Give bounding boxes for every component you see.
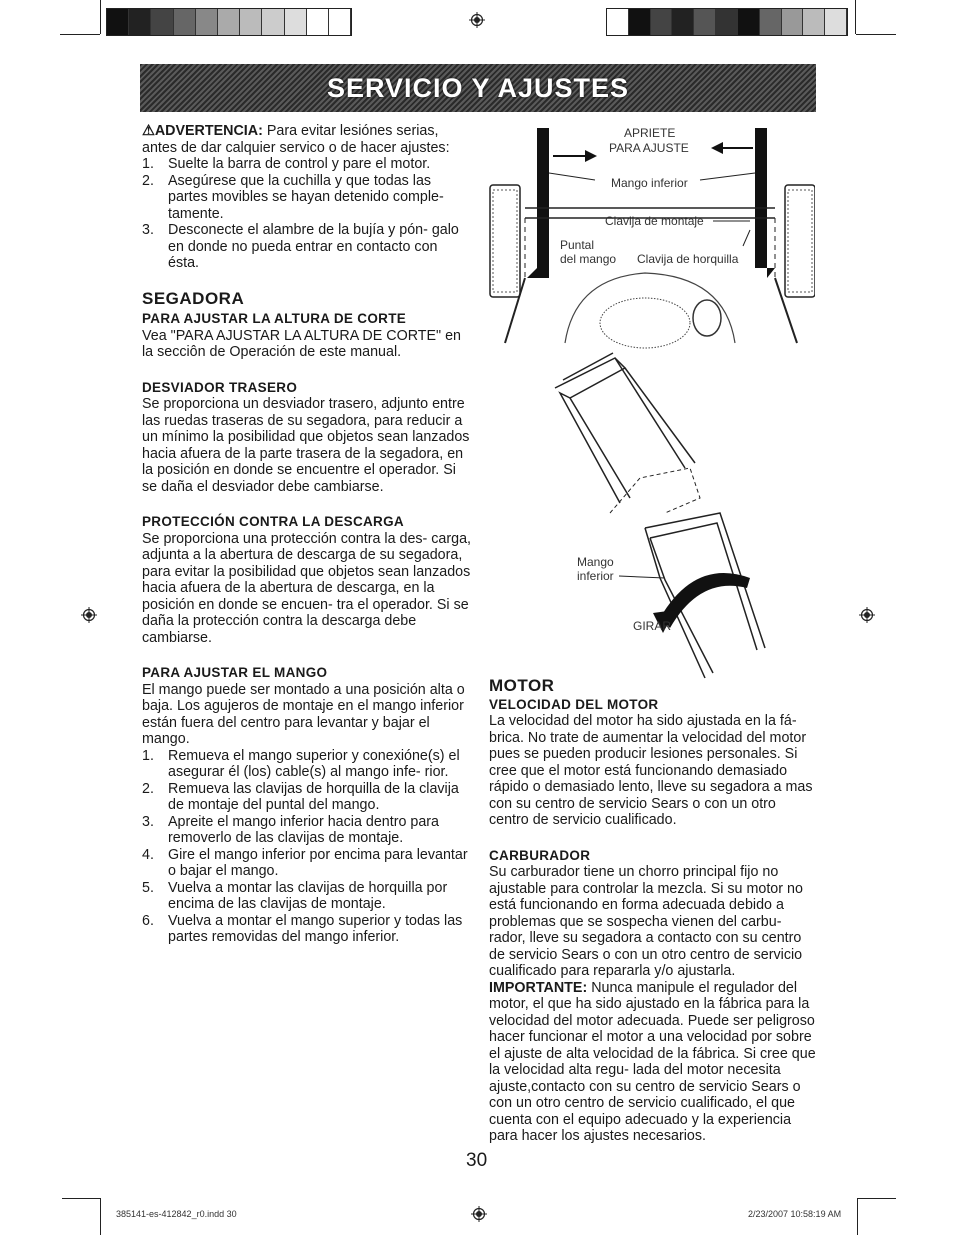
crop-mark <box>62 1198 100 1199</box>
step-text: Gire el mango inferior por encima para levantar o bajar el mango. <box>168 846 468 879</box>
important-text: Nunca manipule el regulador del motor, el que ha sido ajustado en la fábrica para la velocidad del motor adecuada. Puede ser peligroso hacer funcionar el motor a una velocidad por sobre el ajuste de alta velocidad de la fábrica. Si cree que la velocidad alta regu- lada del motor necesita ajuste,contacto con su centro de servicio Sears o con un otro centro de servicio cualificado, el que cuenta con el equipo adecuado y la experiencia para hacer los ajustes necesarios. <box>489 979 816 1144</box>
warning-label: ADVERTENCIA: <box>154 123 263 139</box>
step-number: 1. <box>142 156 154 172</box>
label-del-mango: del mango <box>560 252 617 266</box>
crop-mark <box>858 1198 896 1199</box>
registration-mark-icon <box>469 12 485 28</box>
label-mango: Mango <box>577 555 614 569</box>
step-number: 2. <box>142 172 154 189</box>
subheading-mango: PARA AJUSTAR EL MANGO <box>142 665 328 680</box>
label-girar: GIRAR <box>633 619 672 633</box>
right-column <box>489 678 817 1145</box>
page-number: 30 <box>466 1150 488 1171</box>
step-number: 4. <box>142 846 154 863</box>
subheading-proteccion: PROTECCIÓN CONTRA LA DESCARGA <box>142 514 404 529</box>
footer-date: 2/23/2007 10:58:19 AM <box>748 1209 842 1219</box>
warning-icon: ⚠ <box>142 123 155 139</box>
section-heading-motor: MOTOR <box>489 676 555 695</box>
wheel-left-icon <box>490 185 520 297</box>
paragraph-proteccion: Se proporciona una protección contra la des- carga, adjunta a la abertura de descarga de su segadora, para evitar la posibilidad que objetos sean lanzados hacia afuera de la abertura de descarga, en la posición en donde se encuen- tra el operador. Si se daña la protección contra la descarga debe cambiarse. <box>142 530 472 646</box>
paragraph-velocidad: La velocidad del motor ha sido ajustada en la fá- brica. No trate de aumentar la velocidad del motor pues se pueden producir lesiones personales. Si cree que el motor está funcionando demasiado rápido o demasiado lento, lleve su segadora a mas con su centro de servicio Sears o con un otro centro de servicio cualificado. <box>489 713 813 828</box>
crop-mark <box>855 0 856 34</box>
list-item <box>142 748 472 781</box>
crop-mark <box>856 34 896 35</box>
paragraph-mango: El mango puede ser montado a una posición alta o baja. Los agujeros de montaje en el mango inferior están fuera del centro para levantar y bajar el mango. <box>142 681 465 747</box>
crop-mark <box>100 0 101 34</box>
section-heading-segadora: SEGADORA <box>142 288 245 308</box>
registration-mark-icon <box>471 1206 487 1222</box>
step-text: Remueva el mango superior y conexióne(s) el asegurar él (los) cable(s) al mango infe- rior. <box>168 747 460 780</box>
label-para-ajuste: PARA AJUSTE <box>609 141 689 155</box>
warning-intro <box>142 123 472 156</box>
registration-mark-icon <box>81 607 97 623</box>
rotate-arrow-icon <box>660 573 750 628</box>
important-label: IMPORTANTE: <box>489 979 588 996</box>
crop-mark <box>857 1198 858 1235</box>
color-bar-right <box>606 8 848 36</box>
left-column <box>142 123 472 946</box>
list-item <box>142 173 472 223</box>
registration-mark-icon <box>859 607 875 623</box>
list-item <box>142 847 472 880</box>
list-item <box>142 814 472 847</box>
mango-steps <box>142 748 472 946</box>
list-item <box>142 781 472 814</box>
step-number: 3. <box>142 813 154 830</box>
handle-strut-left <box>527 128 549 278</box>
paragraph-altura: Vea "PARA AJUSTAR LA ALTURA DE CORTE" en la secciôn de Operación de este manual. <box>142 327 461 360</box>
warning-text: Para evitar lesiónes serias, antes de dar calquier servico o de hacer ajustes: <box>142 123 450 156</box>
label-clavija-montaje: Clavija de montaje <box>605 214 704 228</box>
paragraph-carburador: Su carburador tiene un chorro principal fijo no ajustable para controlar la mezcla. Si su motor no está funcionando en forma adecuada debido a problemas que se sospecha vienen del carbu- rador, lleve su segadora a contacto con su centro de servicio Sears o con un otro centro de servicio cualificado para repararla y/o ajustarla. <box>489 864 803 979</box>
step-text: Remueva las clavijas de horquilla de la clavija de montaje del puntal del mango. <box>168 780 459 813</box>
label-puntal: Puntal <box>560 238 595 252</box>
paragraph-importante <box>489 980 817 1145</box>
step-text: Suelte la barra de control y pare el motor. <box>168 156 431 172</box>
step-number: 2. <box>142 780 154 797</box>
step-number: 5. <box>142 879 154 896</box>
list-item <box>142 222 472 272</box>
page-title: SERVICIO Y AJUSTES <box>326 72 630 103</box>
list-item <box>142 880 472 913</box>
step-text: Apreite el mango inferior hacia dentro para removerlo de las clavijas de montaje. <box>168 813 440 846</box>
warning-steps <box>142 156 472 272</box>
handle-adjustment-figure <box>485 118 815 680</box>
label-mango-inferior: Mango inferior <box>611 176 688 190</box>
warning-block <box>142 123 472 272</box>
list-item <box>142 913 472 946</box>
crop-mark <box>60 34 100 35</box>
step-text: Desconecte el alambre de la bujía y pón- galo en donde no pueda entrar en contacto con ésta. <box>168 222 459 271</box>
label-clavija-horquilla: Clavija de horquilla <box>637 252 739 266</box>
subheading-desviador: DESVIADOR TRASERO <box>142 379 298 395</box>
step-number: 6. <box>142 912 154 929</box>
paragraph-desviador: Se proporciona un desviador trasero, adjunto entre las ruedas traseras de su segadora, para reducir a un mínimo la posibilidad que objetos sean lanzados hacia afuera de la parte trasera de la segadora, en la posición en donde se encuentre el operador. Si se daña el desviador debe cambiarse. <box>142 396 470 495</box>
crop-mark <box>100 1198 101 1235</box>
step-number: 1. <box>142 747 154 764</box>
subheading-altura: PARA AJUSTAR LA ALTURA DE CORTE <box>142 311 407 326</box>
label-apriete: APRIETE <box>624 126 676 140</box>
footer-file: 385141-es-412842_r0.indd 30 <box>116 1209 237 1219</box>
step-text: Vuelva a montar el mango superior y todas las partes removidas del mango inferior. <box>168 912 463 945</box>
list-item <box>142 156 472 173</box>
step-number: 3. <box>142 222 154 238</box>
color-bar-left <box>106 8 352 36</box>
step-text: Vuelva a montar las clavijas de horquilla por encima de las clavijas de montaje. <box>168 879 448 912</box>
step-text: Asegúrese que la cuchilla y que todas las partes movibles se hayan detenido comple- tamente. <box>168 172 444 222</box>
handle-strut-right <box>755 128 775 278</box>
subheading-velocidad: VELOCIDAD DEL MOTOR <box>489 696 659 712</box>
section-banner <box>140 64 816 112</box>
subheading-carburador: CARBURADOR <box>489 847 591 863</box>
wheel-right-icon <box>785 185 815 297</box>
label-inferior: inferior <box>577 569 614 583</box>
